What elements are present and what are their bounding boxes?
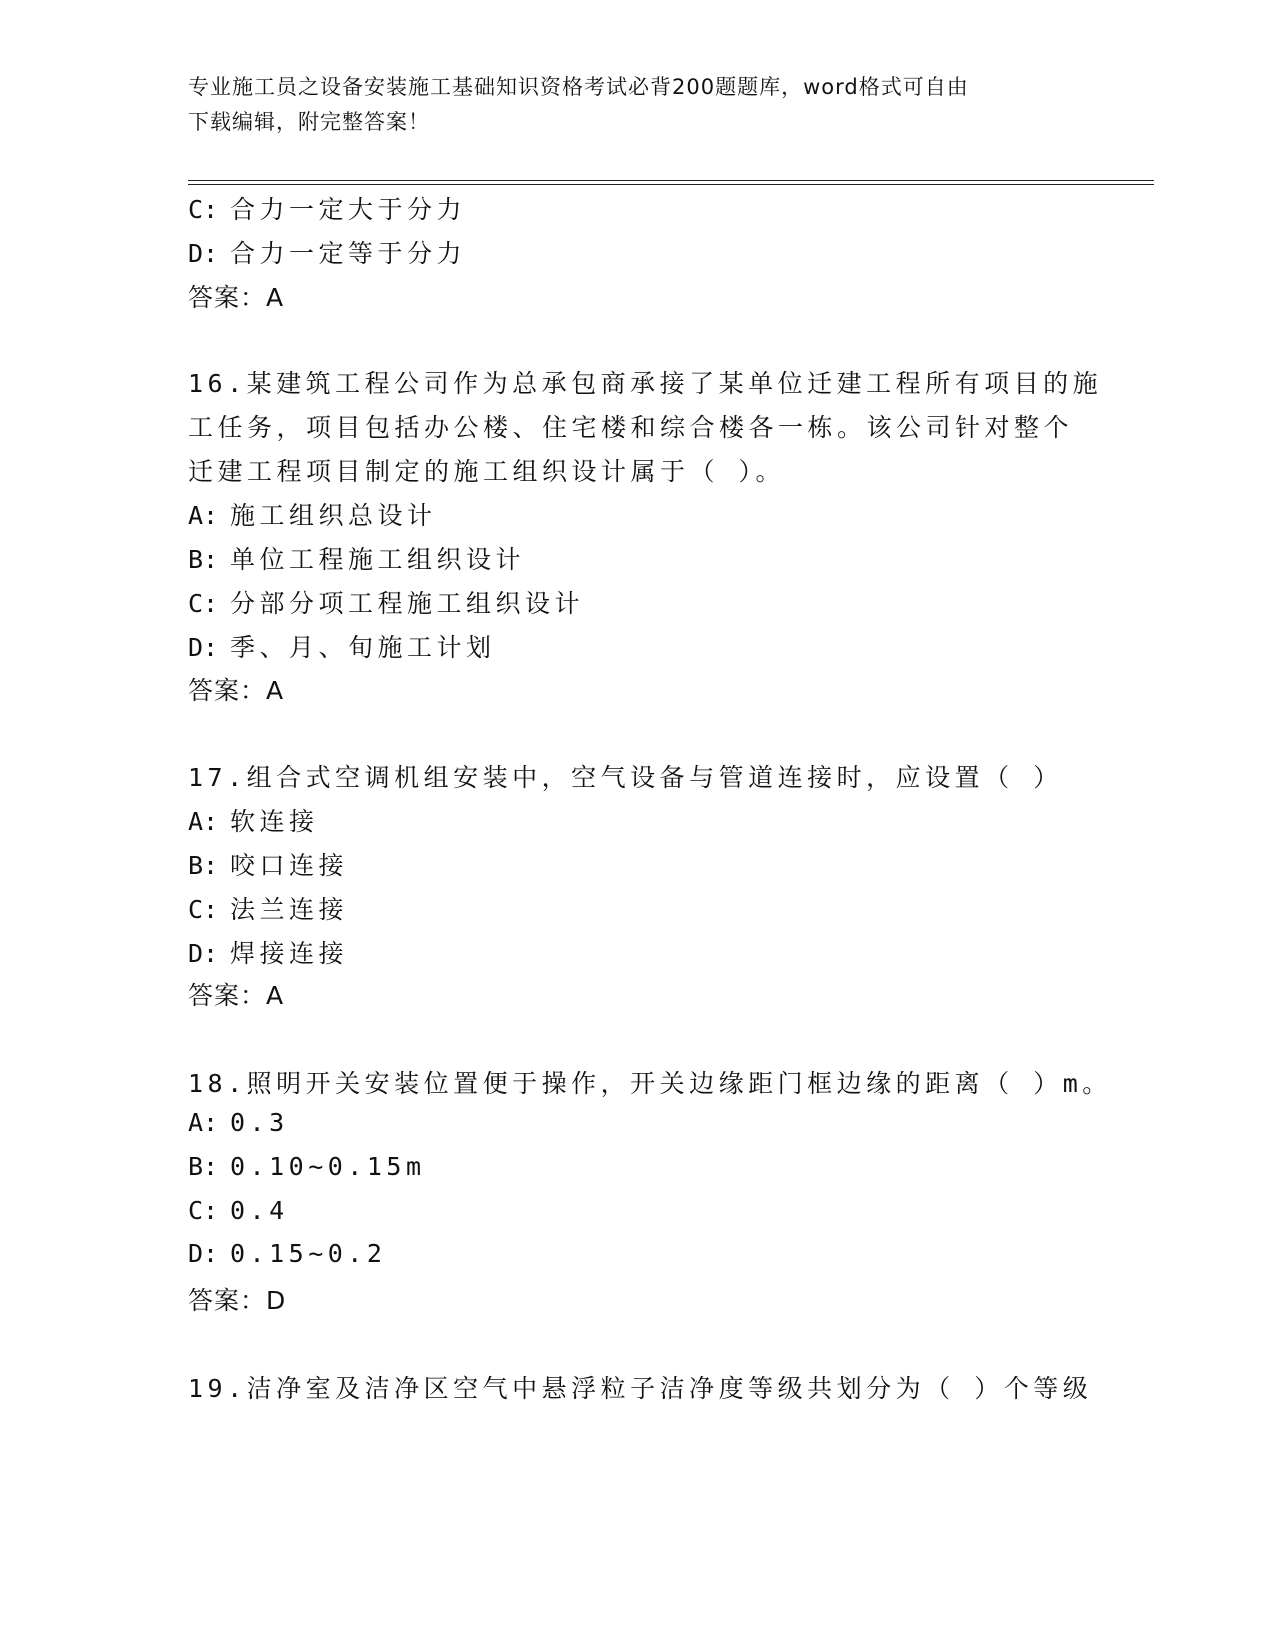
q16-option-b: B: 单位工程施工组织设计 (188, 545, 526, 574)
header-title-line-1: 专业施工员之设备安装施工基础知识资格考试必背200题题库，word格式可自由 (188, 75, 969, 99)
q15-answer: 答案：A (188, 283, 285, 312)
q18-answer: 答案：D (188, 1286, 287, 1315)
q17-option-c: C: 法兰连接 (188, 895, 349, 924)
header-title-line-2: 下载编辑，附完整答案！ (188, 110, 430, 134)
q16-stem-line-1: 16.某建筑工程公司作为总承包商承接了某单位迁建工程所有项目的施 (188, 369, 1103, 398)
q16-answer: 答案：A (188, 676, 285, 705)
q17-option-a: A: 软连接 (188, 807, 319, 836)
document-header (188, 70, 1088, 140)
q16-option-c: C: 分部分项工程施工组织设计 (188, 589, 585, 618)
q16-option-a: A: 施工组织总设计 (188, 501, 437, 530)
q16-option-d: D: 季、月、旬施工计划 (188, 633, 496, 662)
q18-option-d: D: 0.15~0.2 (188, 1239, 387, 1268)
q18-option-c: C: 0.4 (188, 1196, 289, 1225)
q18-option-b: B: 0.10~0.15m (188, 1152, 426, 1181)
header-rule-top (188, 180, 1154, 181)
q17-option-b: B: 咬口连接 (188, 851, 349, 880)
q18-option-a: A: 0.3 (188, 1108, 289, 1137)
q15-option-d: D: 合力一定等于分力 (188, 239, 467, 268)
q18-stem-line-1: 18.照明开关安装位置便于操作，开关边缘距门框边缘的距离（ ）m。 (188, 1069, 1112, 1098)
q17-option-d: D: 焊接连接 (188, 939, 349, 968)
q16-stem-line-2: 工任务，项目包括办公楼、住宅楼和综合楼各一栋。该公司针对整个 (188, 413, 1074, 442)
q19-stem-line-1: 19.洁净室及洁净区空气中悬浮粒子洁净度等级共划分为（ ）个等级 (188, 1374, 1093, 1403)
q15-option-c: C: 合力一定大于分力 (188, 195, 467, 224)
q17-stem-line-1: 17.组合式空调机组安装中，空气设备与管道连接时，应设置（ ） (188, 763, 1063, 792)
q16-stem-line-3: 迁建工程项目制定的施工组织设计属于（ ）。 (188, 457, 786, 486)
q17-answer: 答案：A (188, 981, 285, 1010)
header-rule-bottom (188, 184, 1154, 185)
